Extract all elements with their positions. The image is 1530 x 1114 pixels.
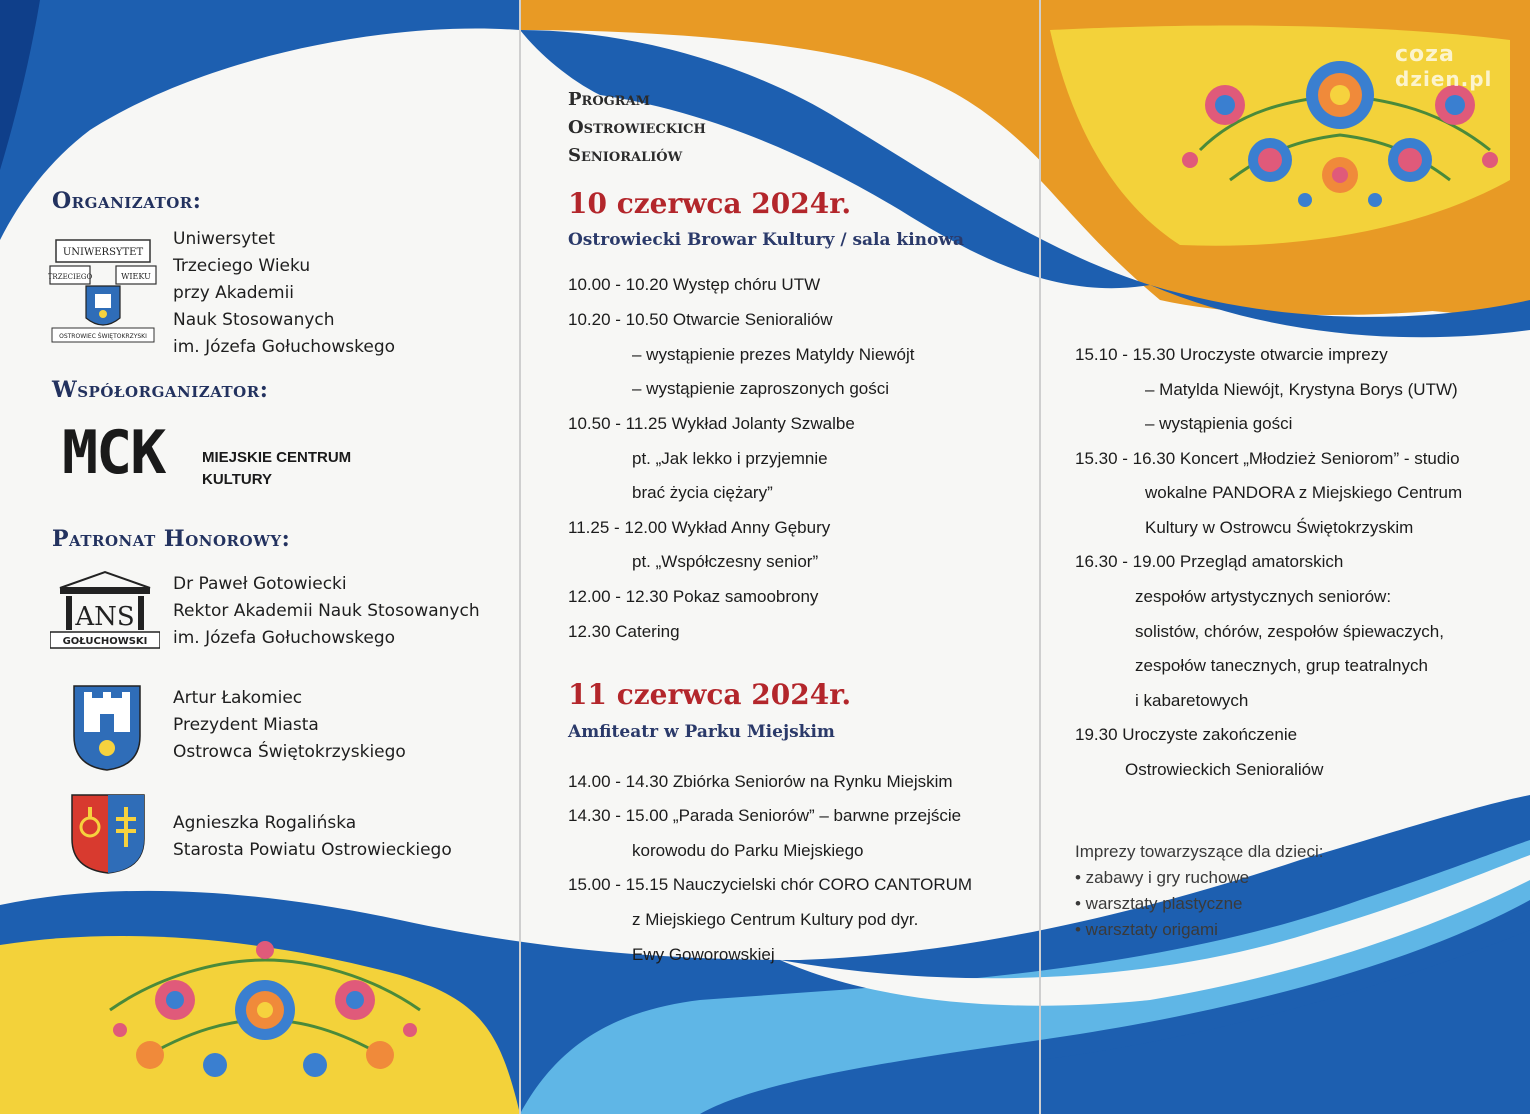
ans-logo-letters: ANS: [75, 602, 135, 632]
day1-schedule-line: 10.50 - 11.25 Wykład Jolanty Szwalbe: [568, 414, 855, 433]
day2-continued-line: Ostrowieckich Senioraliów: [1125, 760, 1324, 779]
day2-schedule-line: 14.30 - 15.00 „Parada Seniorów” – barwne przejście: [568, 806, 962, 825]
ostrowiec-coat-of-arms: [72, 684, 142, 772]
day2-venue: Amfiteatr w Parku Miejskim: [568, 722, 835, 742]
organizer-description: [173, 226, 395, 361]
patron-line: Rektor Akademii Nauk Stosowanych: [173, 601, 480, 621]
day2-continued-line: 15.10 - 15.30 Uroczyste otwarcie imprezy: [1075, 345, 1388, 364]
day2-schedule-line: z Miejskiego Centrum Kultury pod dyr.: [632, 910, 919, 929]
day1-venue: Ostrowiecki Browar Kultury / sala kinowa: [568, 230, 965, 250]
utw-logo-word-2: TRZECIEGO: [48, 273, 93, 281]
day1-schedule-line: pt. „Współczesny senior”: [632, 552, 819, 571]
kids-item: • warsztaty origami: [1075, 920, 1218, 939]
day2-schedule-line: 14.00 - 14.30 Zbiórka Seniorów na Rynku Miejskim: [568, 772, 953, 791]
patron-line: im. Józefa Gołuchowskego: [173, 628, 396, 648]
watermark-line-1: coza: [1395, 42, 1455, 67]
organizer-heading: Organizator:: [52, 188, 202, 214]
program-title-line: Program: [568, 89, 651, 110]
ans-logo-name: GOŁUCHOWSKI: [62, 636, 148, 647]
day2-continued-line: 16.30 - 19.00 Przegląd amatorskich: [1075, 552, 1344, 571]
day1-schedule-line: – wystąpienie zaproszonych gości: [632, 379, 890, 398]
patron-line: Starosta Powiatu Ostrowieckiego: [173, 840, 452, 860]
organizer-line: Uniwersytet: [173, 229, 275, 249]
utw-logo-word-3: WIEKU: [121, 272, 151, 281]
mck-logo-line: KULTURY: [202, 471, 272, 488]
day1-schedule-line: pt. „Jak lekko i przyjemnie: [632, 449, 828, 468]
day2-schedule-line: 15.00 - 15.15 Nauczycielski chór CORO CANTORUM: [568, 875, 973, 894]
organizer-line: Nauk Stosowanych: [173, 310, 335, 330]
day2-continued-line: wokalne PANDORA z Miejskiego Centrum: [1145, 483, 1463, 502]
patron-line: Artur Łakomiec: [173, 688, 303, 708]
mck-logo-text: [202, 447, 351, 491]
day1-schedule-line: 11.25 - 12.00 Wykład Anny Gębury: [568, 518, 831, 537]
day2-continued-line: 15.30 - 16.30 Koncert „Młodzież Seniorom” - studio: [1075, 449, 1460, 468]
day2-schedule-line: Ewy Goworowskiej: [632, 945, 775, 964]
organizer-line: im. Józefa Gołuchowskego: [173, 337, 396, 357]
organizer-line: Trzeciego Wieku: [173, 256, 311, 276]
patron-line: Dr Paweł Gotowiecki: [173, 574, 347, 594]
kids-heading: Imprezy towarzyszące dla dzieci:: [1075, 842, 1324, 861]
program-title-line: Ostrowieckich: [568, 117, 706, 138]
patron-line: Prezydent Miasta: [173, 715, 319, 735]
day1-schedule-line: 12.00 - 12.30 Pokaz samoobrony: [568, 587, 819, 606]
patron-3-text: [173, 810, 452, 864]
day1-schedule-line: brać życia ciężary”: [632, 483, 773, 502]
powiat-coat-of-arms: [70, 793, 146, 875]
organizer-line: przy Akademii: [173, 283, 295, 303]
day2-continued-line: zespołów tanecznych, grup teatralnych: [1135, 656, 1428, 675]
patronage-heading: Patronat Honorowy:: [52, 526, 291, 552]
day2-date: 11 czerwca 2024r.: [568, 678, 852, 711]
day2-continued-line: solistów, chórów, zespołów śpiewaczych,: [1135, 622, 1444, 641]
utw-logo: [48, 236, 158, 346]
utw-logo-city: OSTROWIEC ŚWIĘTOKRZYSKI: [59, 333, 147, 340]
kids-item: • zabawy i gry ruchowe: [1075, 868, 1250, 887]
kids-item: • warsztaty plastyczne: [1075, 894, 1243, 913]
day1-schedule-line: 10.00 - 10.20 Występ chóru UTW: [568, 275, 821, 294]
day2-continued-line: i kabaretowych: [1135, 691, 1249, 710]
mck-logo-line: MIEJSKIE CENTRUM: [202, 449, 352, 466]
co-organizer-heading: Współorganizator:: [52, 377, 269, 403]
watermark-line-2: dzien.pl: [1395, 67, 1493, 91]
patron-2-text: [173, 685, 406, 766]
day2-continued-line: – wystąpienia gości: [1145, 414, 1293, 433]
day2-schedule-line: korowodu do Parku Miejskiego: [632, 841, 864, 860]
day2-continued-line: zespołów artystycznych seniorów:: [1135, 587, 1392, 606]
day1-date: 10 czerwca 2024r.: [568, 187, 852, 220]
day1-schedule-line: 10.20 - 10.50 Otwarcie Senioraliów: [568, 310, 833, 329]
patron-line: Agnieszka Rogalińska: [173, 813, 357, 833]
day1-schedule-line: 12.30 Catering: [568, 622, 680, 641]
day2-continued-line: – Matylda Niewójt, Krystyna Borys (UTW): [1145, 380, 1458, 399]
program-title-line: Senioraliów: [568, 145, 683, 166]
mck-logo-letters: MCK: [62, 418, 165, 488]
day2-continued-line: Kultury w Ostrowcu Świętokrzyskim: [1145, 518, 1414, 537]
day1-schedule-line: – wystąpienie prezes Matyldy Niewójt: [632, 345, 915, 364]
program-title: [568, 86, 706, 170]
mck-logo-mark: [62, 418, 192, 488]
patron-line: Ostrowca Świętokrzyskiego: [173, 742, 406, 762]
patron-1-text: [173, 571, 480, 652]
utw-logo-word-1: UNIWERSYTET: [62, 247, 144, 258]
watermark-logo: [1395, 42, 1492, 91]
ans-logo: [50, 570, 160, 650]
day2-continued-line: 19.30 Uroczyste zakończenie: [1075, 725, 1298, 744]
